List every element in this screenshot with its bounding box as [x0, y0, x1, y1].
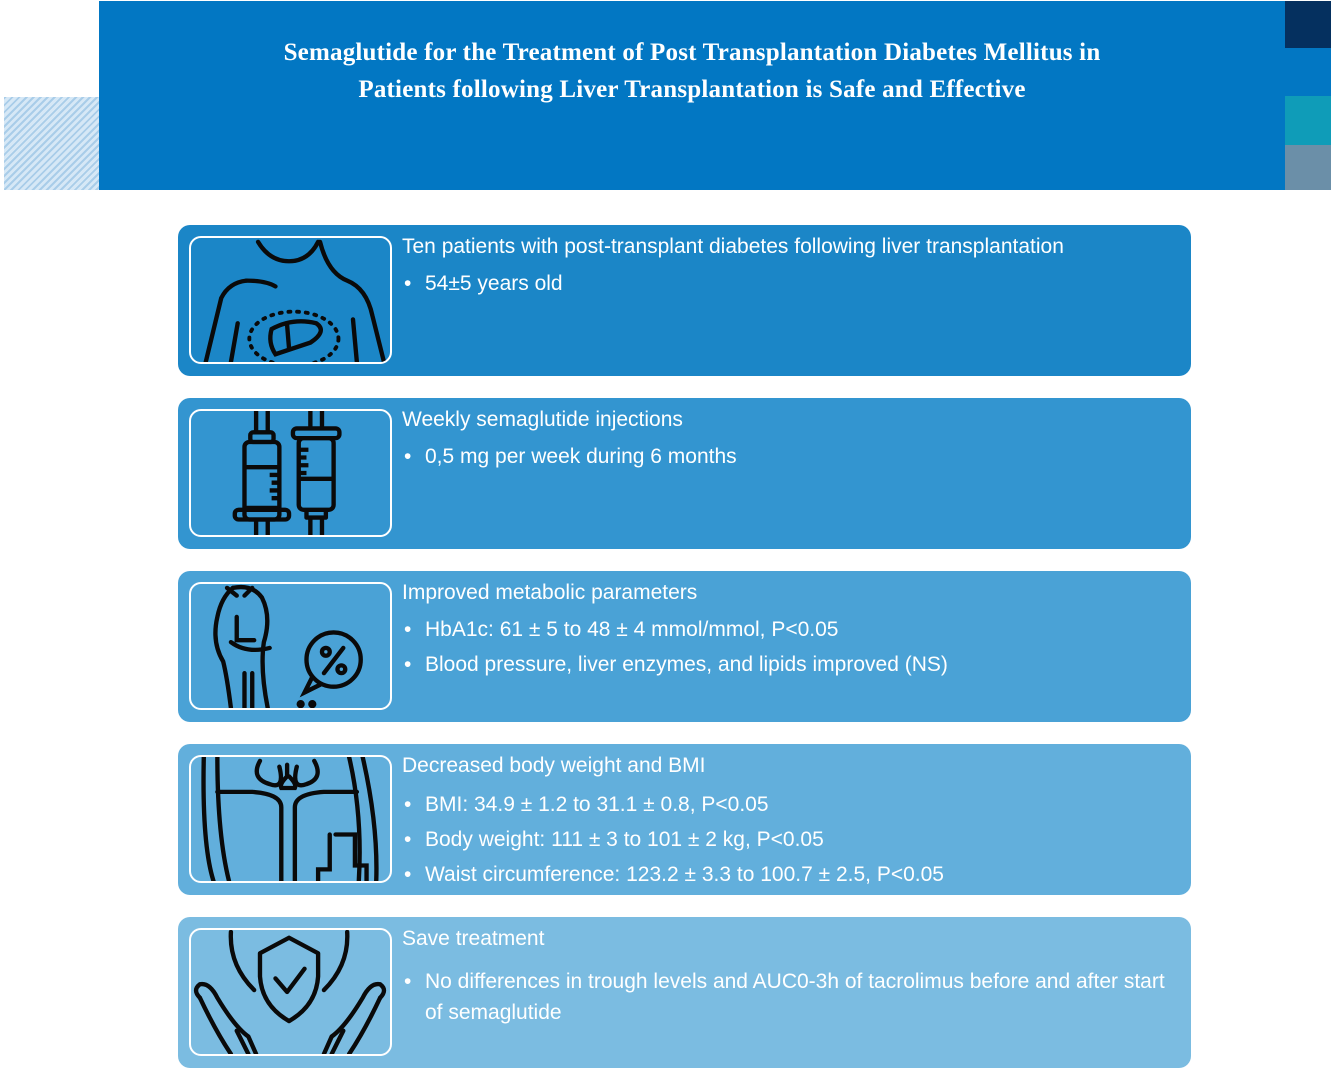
bullet-item: • 54±5 years old	[402, 266, 1185, 301]
shield-check-hands-icon	[189, 928, 392, 1056]
decorative-square-teal	[1285, 96, 1331, 145]
decorative-hatch	[4, 97, 99, 190]
bullet-item: • Blood pressure, liver enzymes, and lipids improved (NS)	[402, 647, 1185, 682]
card-safety	[178, 917, 1191, 1068]
card-heading: Weekly semaglutide injections	[402, 408, 683, 431]
bullet-item: • Waist circumference: 123.2 ± 3.3 to 100.7 ± 2.5, P<0.05	[402, 857, 1185, 892]
decorative-square-slate	[1285, 145, 1331, 190]
card-heading: Improved metabolic parameters	[402, 581, 698, 604]
liver-torso-icon	[189, 236, 392, 364]
title-line-1: Semaglutide for the Treatment of Post Transplantation Diabetes Mellitus in	[283, 39, 1101, 66]
card-body-weight	[178, 744, 1191, 895]
decorative-square-navy	[1285, 1, 1331, 48]
body-weight-icon	[189, 755, 392, 883]
title-banner	[99, 1, 1285, 190]
card-injections	[178, 398, 1191, 549]
bullet-item: • HbA1c: 61 ± 5 to 48 ± 4 mmol/mmol, P<0.05	[402, 612, 1185, 647]
decorative-square-blue	[1285, 48, 1331, 96]
card-content	[402, 404, 1185, 474]
page-title	[99, 34, 1285, 108]
bullet-item: • BMI: 34.9 ± 1.2 to 31.1 ± 0.8, P<0.05	[402, 787, 1185, 822]
syringes-icon	[189, 409, 392, 537]
card-heading: Decreased body weight and BMI	[402, 754, 706, 777]
card-heading: Save treatment	[402, 927, 545, 950]
card-content	[402, 750, 1185, 892]
bullet-item: • No differences in trough levels and AUC0-3h of tacrolimus before and after start of semaglutide	[402, 966, 1185, 1028]
card-content	[402, 577, 1185, 682]
bullet-item: • 0,5 mg per week during 6 months	[402, 439, 1185, 474]
card-metabolic	[178, 571, 1191, 722]
card-patients	[178, 225, 1191, 376]
bullet-item: • Body weight: 111 ± 3 to 101 ± 2 kg, P<0.05	[402, 822, 1185, 857]
summary-cards	[178, 225, 1191, 1090]
metabolic-percent-icon	[189, 582, 392, 710]
card-heading: Ten patients with post-transplant diabetes following liver transplantation	[402, 235, 1064, 258]
card-content	[402, 231, 1185, 301]
title-line-2: Patients following Liver Transplantation is Safe and Effective	[358, 76, 1026, 103]
card-content	[402, 923, 1185, 1028]
